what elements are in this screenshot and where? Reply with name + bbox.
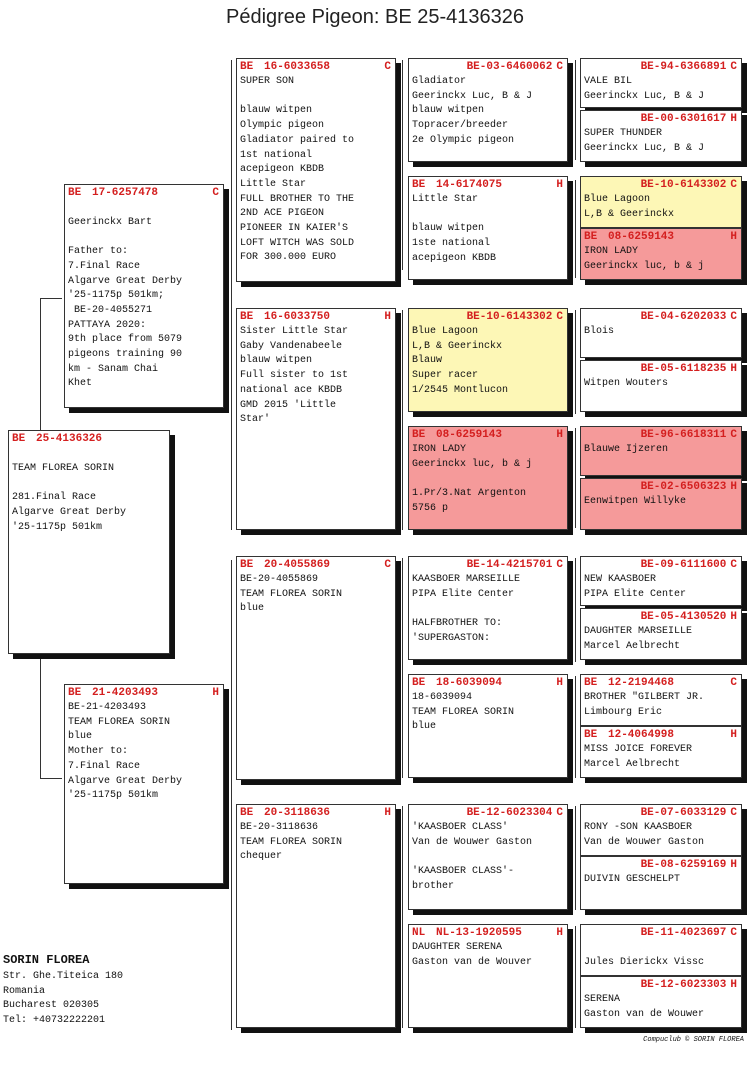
pigeon-card-mfm[interactable]: BE 18-6039094 H 18-6039094 TEAM FLOREA SORIN blue [408, 674, 568, 778]
pigeon-card-g5-6[interactable]: BE-05-6118235 H Witpen Wouters [580, 360, 742, 412]
connector [40, 298, 62, 299]
pigeon-card-g5-2[interactable]: BE-00-6301617 H SUPER THUNDER Geerinckx Luc, B & J [580, 110, 742, 162]
pigeon-card-g5-7[interactable]: BE-96-6618311 C Blauwe Ijzeren [580, 426, 742, 476]
pigeon-info: VALE BIL Geerinckx Luc, B & J [584, 76, 705, 102]
pigeon-info: BE-20-3118636 TEAM FLOREA SORIN chequer [240, 822, 343, 863]
connector [40, 778, 62, 779]
connector [575, 60, 576, 160]
owner-name: SORIN FLOREA [3, 953, 90, 967]
pigeon-info: 'KAASBOER CLASS' Van de Wouwer Gaston 'KAASBOER CLASS'- brother [412, 822, 533, 892]
pigeon-card-g5-8[interactable]: BE-02-6506323 H Eenwitpen Willyke [580, 478, 742, 530]
connector [575, 428, 576, 528]
pigeon-info: IRON LADY Geerinckx luc, b & j [584, 246, 705, 272]
pigeon-card-g5-16[interactable]: BE-12-6023303 H SERENA Gaston van de Wouwer [580, 976, 742, 1028]
connector [575, 926, 576, 1028]
pigeon-card-g5-15[interactable]: BE-11-4023697 C Jules Dierickx Vissc [580, 924, 742, 976]
connector [575, 310, 576, 414]
pigeon-card-mm[interactable]: BE 20-3118636 H BE-20-3118636 TEAM FLOREA SORIN chequer [236, 804, 396, 1028]
pigeon-card-g5-1[interactable]: BE-94-6366891 C VALE BIL Geerinckx Luc, B & J [580, 58, 742, 108]
pigeon-card-ff[interactable]: BE 16-6033658 C SUPER SON blauw witpen Olympic pigeon Gladiator paired to 1st national acepigeon KBDB Little Star FULL BROTHER TO THE 2ND ACE PIGEON PIONEER IN KAIER'S LOFT WITCH WAS SOLD FOR 300.000 EURO [236, 58, 396, 282]
connector [40, 654, 41, 778]
pigeon-info: BE-20-4055869 TEAM FLOREA SORIN blue [240, 574, 343, 615]
owner-address: Str. Ghe.Titeica 180 [3, 971, 124, 982]
pigeon-card-g5-14[interactable]: BE-08-6259169 H DUIVIN GESCHELPT [580, 856, 742, 910]
pigeon-info: Blauwe Ijzeren [584, 444, 669, 455]
pigeon-info: MISS JOICE FOREVER Marcel Aelbrecht [584, 744, 693, 770]
connector [575, 676, 576, 778]
connector [575, 180, 576, 278]
page-title: Pédigree Pigeon: BE 25-4136326 [225, 6, 524, 28]
pigeon-info: SUPER SON blauw witpen Olympic pigeon Gladiator paired to 1st national acepigeon KBDB Little Star FULL BROTHER TO THE 2ND ACE PIGEON PIONEER IN KAIER'S LOFT WITCH WAS SOLD FOR 300.000 EURO [240, 76, 355, 264]
pigeon-info: SUPER THUNDER Geerinckx Luc, B & J [584, 128, 705, 154]
connector [402, 60, 403, 270]
pigeon-info: Witpen Wouters [584, 378, 669, 389]
pigeon-info: Sister Little Star Gaby Vandenabeele blauw witpen Full sister to 1st national ace KBDB GMD 2015 'Little Star' [240, 326, 349, 426]
pigeon-info: Little Star blauw witpen 1ste national acepigeon KBDB [412, 194, 497, 264]
pigeon-card-mmm[interactable]: NL NL-13-1920595 H DAUGHTER SERENA Gaston van de Wouver [408, 924, 568, 1028]
pigeon-info: KAASBOER MARSEILLE PIPA Elite Center HALFBROTHER TO: 'SUPERGASTON: [412, 574, 521, 644]
pigeon-info: Gladiator Geerinckx Luc, B & J blauw witpen Topracer/breeder 2e Olympic pigeon [412, 76, 533, 146]
pigeon-info: DAUGHTER SERENA Gaston van de Wouver [412, 942, 533, 968]
pigeon-card-ffm[interactable]: BE 14-6174075 H Little Star blauw witpen 1ste national acepigeon KBDB [408, 176, 568, 280]
pigeon-info: Blue Lagoon L,B & Geerinckx Blauw Super racer 1/2545 Montlucon [412, 326, 509, 396]
pigeon-card-g5-11[interactable]: BE 12-2194468 C BROTHER "GILBERT JR. Limbourg Eric [580, 674, 742, 726]
pigeon-info: RONY -SON KAASBOER Van de Wouwer Gaston [584, 822, 705, 848]
pigeon-card-g5-4[interactable]: BE 08-6259143 H IRON LADY Geerinckx luc, b & j [580, 228, 742, 280]
pigeon-card-fmm[interactable]: BE 08-6259143 H IRON LADY Geerinckx luc, b & j 1.Pr/3.Nat Argenton 5756 p [408, 426, 568, 530]
owner-phone: Tel: +40732222201 [3, 1015, 106, 1027]
connector [40, 298, 41, 430]
pigeon-card-fff[interactable]: BE-03-6460062 C Gladiator Geerinckx Luc, B & J blauw witpen Topracer/breeder 2e Olympic pigeon [408, 58, 568, 162]
pigeon-info: BROTHER "GILBERT JR. Limbourg Eric [584, 692, 705, 718]
pigeon-card-g5-10[interactable]: BE-05-4130520 H DAUGHTER MARSEILLE Marcel Aelbrecht [580, 608, 742, 660]
connector [402, 310, 403, 530]
pigeon-card-g5-5[interactable]: BE-04-6202033 C Blois [580, 308, 742, 358]
pigeon-card-fmf[interactable]: BE-10-6143302 C Blue Lagoon L,B & Geerinckx Blauw Super racer 1/2545 Montlucon [408, 308, 568, 412]
connector [402, 806, 403, 1028]
connector [402, 558, 403, 778]
pigeon-info: Jules Dierickx Vissc [584, 956, 705, 968]
owner-country: Romania [3, 985, 46, 997]
connector [575, 806, 576, 910]
pigeon-info: BE-21-4203493 TEAM FLOREA SORIN blue Mother to: 7.Final Race Algarve Great Derby '25-1175p 501km [68, 702, 183, 802]
pigeon-card-g5-9[interactable]: BE-09-6111600 C NEW KAASBOER PIPA Elite Center [580, 556, 742, 606]
pigeon-info: DAUGHTER MARSEILLE Marcel Aelbrecht [584, 626, 693, 652]
pigeon-info: NEW KAASBOER PIPA Elite Center [584, 574, 687, 600]
pigeon-info: Geerinckx Bart Father to: 7.Final Race Algarve Great Derby '25-1175p 501km; BE-20-4055271 PATTAYA 2020: 9th place from 5079 pigeons training 90 km - Sanam Chai Khet [68, 216, 183, 390]
pigeon-info: 18-6039094 TEAM FLOREA SORIN blue [412, 692, 515, 733]
footer-credit: Compuclub © SORIN FLOREA [643, 1036, 744, 1044]
pigeon-info: Blois [584, 326, 615, 337]
pigeon-card-mf[interactable]: BE 20-4055869 C BE-20-4055869 TEAM FLOREA SORIN blue [236, 556, 396, 780]
connector [231, 60, 232, 530]
pigeon-info: IRON LADY Geerinckx luc, b & j 1.Pr/3.Nat Argenton 5756 p [412, 444, 533, 514]
owner-city: Bucharest 020305 [3, 1000, 100, 1012]
pigeon-info: Eenwitpen Willyke [584, 496, 687, 507]
pigeon-info: TEAM FLOREA SORIN 281.Final Race Algarve Great Derby '25-1175p 501km [12, 462, 127, 533]
connector [231, 560, 232, 1030]
pigeon-card-mff[interactable]: BE-14-4215701 C KAASBOER MARSEILLE PIPA Elite Center HALFBROTHER TO: 'SUPERGASTON: [408, 556, 568, 660]
pigeon-info: DUIVIN GESCHELPT [584, 874, 681, 885]
pigeon-card-subject[interactable]: BE 25-4136326 TEAM FLOREA SORIN 281.Final Race Algarve Great Derby '25-1175p 501km [8, 430, 170, 654]
pigeon-info: Blue Lagoon L,B & Geerinckx [584, 194, 675, 220]
owner-info [3, 952, 123, 1029]
pigeon-card-mother[interactable]: BE 21-4203493 H BE-21-4203493 TEAM FLOREA SORIN blue Mother to: 7.Final Race Algarve Great Derby '25-1175p 501km [64, 684, 224, 884]
pigeon-card-g5-12[interactable]: BE 12-4064998 H MISS JOICE FOREVER Marcel Aelbrecht [580, 726, 742, 778]
pigeon-card-mmf[interactable]: BE-12-6023304 C 'KAASBOER CLASS' Van de Wouwer Gaston 'KAASBOER CLASS'- brother [408, 804, 568, 910]
pigeon-info: SERENA Gaston van de Wouwer [584, 994, 705, 1020]
connector [575, 558, 576, 662]
pigeon-card-fm[interactable]: BE 16-6033750 H Sister Little Star Gaby Vandenabeele blauw witpen Full sister to 1st national ace KBDB GMD 2015 'Little Star' [236, 308, 396, 530]
pigeon-card-father[interactable]: BE 17-6257478 C Geerinckx Bart Father to: 7.Final Race Algarve Great Derby '25-1175p 501km; BE-20-4055271 PATTAYA 2020: 9th place from 5079 pigeons training 90 km - Sanam Chai Khet [64, 184, 224, 408]
pigeon-card-g5-13[interactable]: BE-07-6033129 C RONY -SON KAASBOER Van de Wouwer Gaston [580, 804, 742, 856]
pigeon-card-g5-3[interactable]: BE-10-6143302 C Blue Lagoon L,B & Geerinckx [580, 176, 742, 228]
